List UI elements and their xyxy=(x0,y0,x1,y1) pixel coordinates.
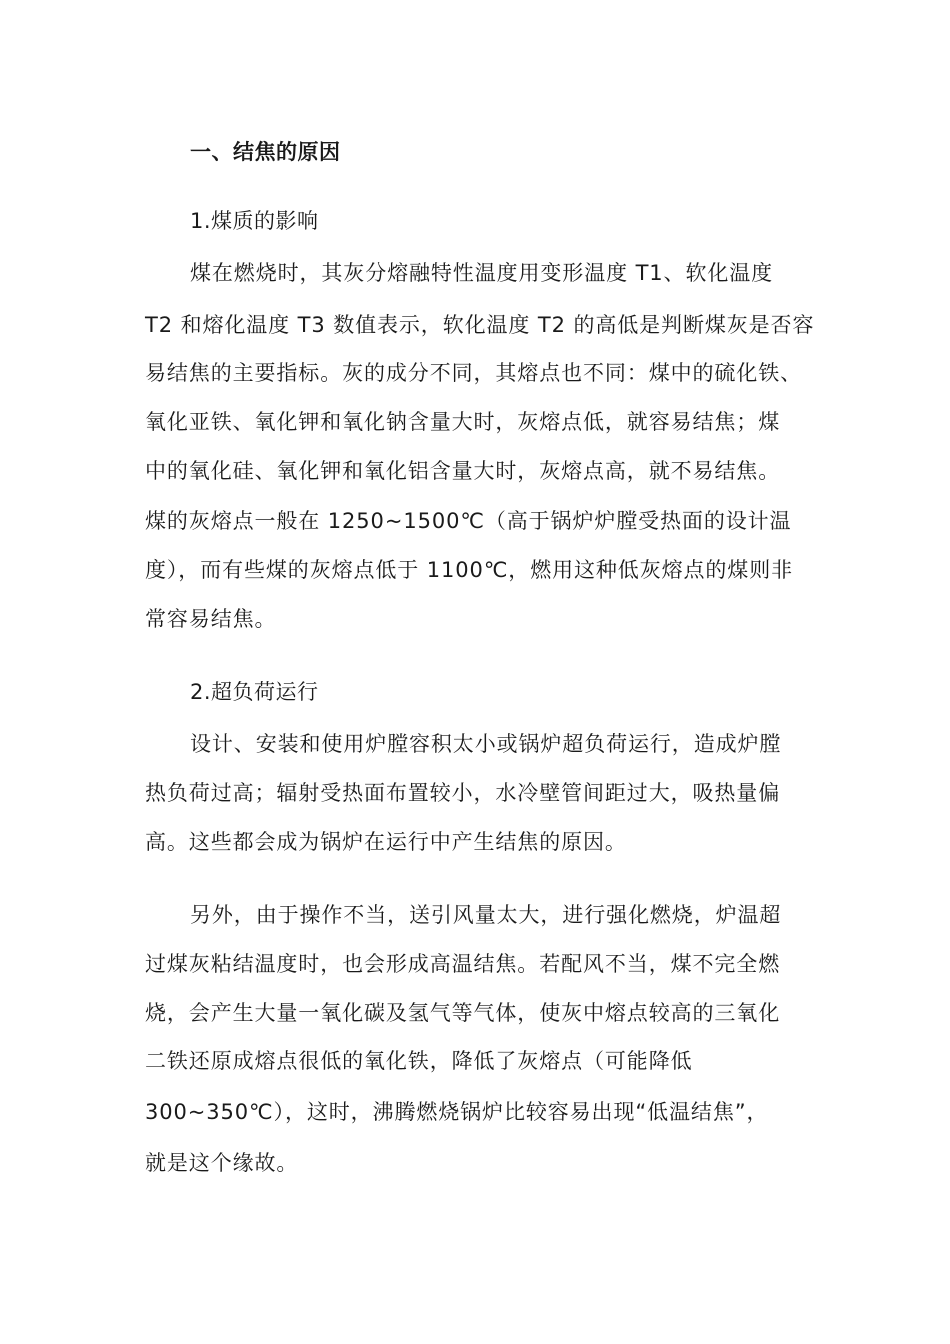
paragraph-line: 高。这些都会成为锅炉在运行中产生结焦的原因。 xyxy=(145,830,627,854)
paragraph-line: 热负荷过高；辐射受热面布置较小，水冷壁管间距过大，吸热量偏 xyxy=(145,781,781,805)
paragraph-line: 300~350℃），这时，沸腾燃烧锅炉比较容易出现“低温结焦”， xyxy=(145,1100,769,1124)
paragraph-line: 二铁还原成熔点很低的氧化铁，降低了灰熔点（可能降低 xyxy=(145,1049,693,1073)
paragraph-line: 中的氧化硅、氧化钾和氧化铝含量大时，灰熔点高，就不易结焦。 xyxy=(145,459,781,483)
paragraph-line: 常容易结焦。 xyxy=(145,607,277,631)
paragraph-line: 煤的灰熔点一般在 1250~1500℃（高于锅炉炉膛受热面的设计温 xyxy=(145,509,792,533)
paragraph-line: 设计、安装和使用炉膛容积太小或锅炉超负荷运行，造成炉膛 xyxy=(190,732,782,756)
paragraph-line: 煤在燃烧时，其灰分熔融特性温度用变形温度 T1、软化温度 xyxy=(190,261,774,285)
subsection-title-overload: 2.超负荷运行 xyxy=(190,680,319,704)
paragraph-line: 就是这个缘故。 xyxy=(145,1151,299,1175)
paragraph-line: 另外，由于操作不当，送引风量太大，进行强化燃烧，炉温超 xyxy=(190,903,782,927)
paragraph-line: 过煤灰粘结温度时，也会形成高温结焦。若配风不当，煤不完全燃 xyxy=(145,952,781,976)
paragraph-line: 易结焦的主要指标。灰的成分不同，其熔点也不同：煤中的硫化铁、 xyxy=(145,361,802,385)
paragraph-line: 氧化亚铁、氧化钾和氧化钠含量大时，灰熔点低，就容易结焦；煤 xyxy=(145,410,781,434)
paragraph-line: 烧，会产生大量一氧化碳及氢气等气体，使灰中熔点较高的三氧化 xyxy=(145,1001,781,1025)
subsection-title-coal-quality: 1.煤质的影响 xyxy=(190,209,319,233)
paragraph-line: T2 和熔化温度 T3 数值表示，软化温度 T2 的高低是判断煤灰是否容 xyxy=(145,313,815,337)
section-heading: 一、结焦的原因 xyxy=(190,140,341,164)
paragraph-line: 度），而有些煤的灰熔点低于 1100℃，燃用这种低灰熔点的煤则非 xyxy=(145,558,794,582)
